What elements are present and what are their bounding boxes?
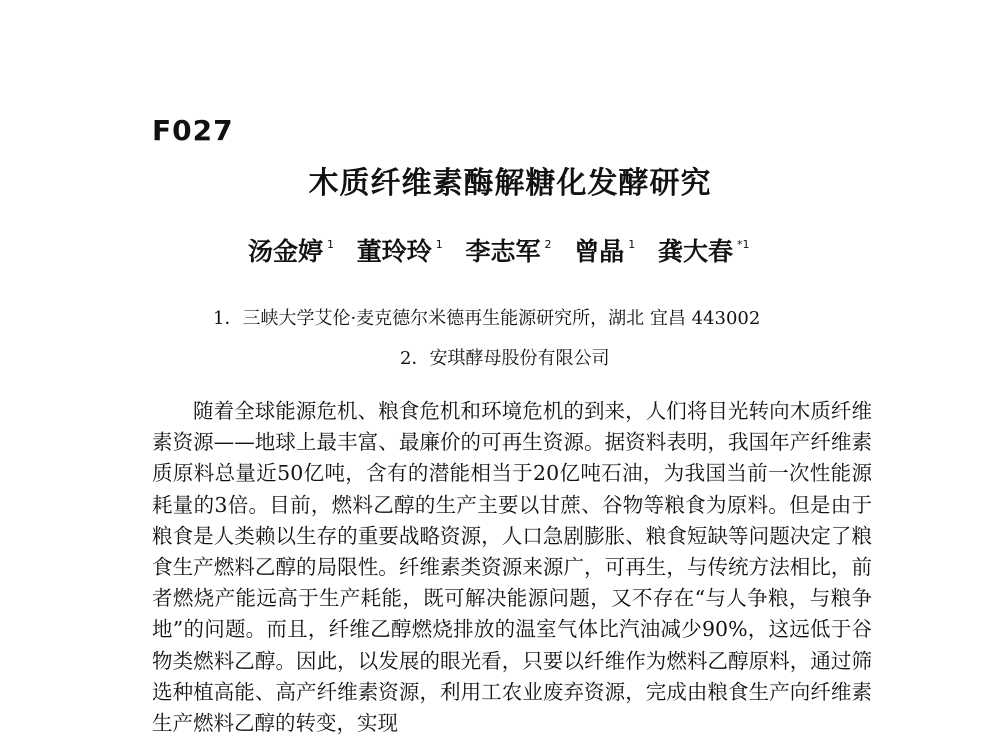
author: [574, 232, 635, 268]
author-affiliation-mark: 1: [435, 238, 443, 251]
author-name: 曾晶: [574, 237, 625, 266]
author-affiliation-mark: 1: [327, 238, 335, 251]
author-affiliation-mark: 2: [544, 238, 552, 251]
classification-code: F027: [152, 114, 234, 147]
author-name: 汤金婷: [248, 237, 324, 266]
author-name: 董玲玲: [356, 237, 432, 266]
author: [658, 232, 750, 268]
author: [465, 232, 551, 268]
author: [357, 232, 443, 268]
affiliation: 1．三峡大学艾伦·麦克德尔米德再生能源研究所，湖北 宜昌 443002: [213, 308, 761, 329]
author-name: 李志军: [465, 237, 541, 266]
author-affiliation-mark: 1: [628, 238, 636, 251]
author-name: 龚大春: [657, 237, 733, 266]
author-affiliation-mark: *1: [736, 238, 750, 251]
body-paragraph: 随着全球能源危机、粮食危机和环境危机的到来，人们将目光转向木质纤维素资源——地球上最丰富、最廉价的可再生资源。据资料表明，我国年产纤维素质原料总量近50亿吨，含有的潜能相当于20亿吨石油，为我国当前一次性能源耗量的3倍。目前，燃料乙醇的生产主要以甘蔗、谷物等粮食为原料。但是由于粮食是人类赖以生存的重要战略资源，人口急剧膨胀、粮食短缺等问题决定了粮食生产燃料乙醇的局限性。纤维素类资源来源广，可再生，与传统方法相比，前者燃烧产能远高于生产耗能，既可解决能源问题，又不存在“与人争粮，与粮争地”的问题。而且，纤维乙醇燃烧排放的温室气体比汽油减少90%，这远低于谷物类燃料乙醇。因此，以发展的眼光看，只要以纤维作为燃料乙醇原料，通过筛选种植高能、高产纤维素资源，利用工农业废弃资源，完成由粮食生产向纤维素生产燃料乙醇的转变，实现: [152, 399, 872, 736]
affiliation: 2．安琪酵母股份有限公司: [400, 348, 610, 369]
author-list: [248, 232, 763, 268]
paper-title: 木质纤维素酶解糖化发酵研究: [308, 166, 712, 201]
author: [248, 232, 334, 268]
